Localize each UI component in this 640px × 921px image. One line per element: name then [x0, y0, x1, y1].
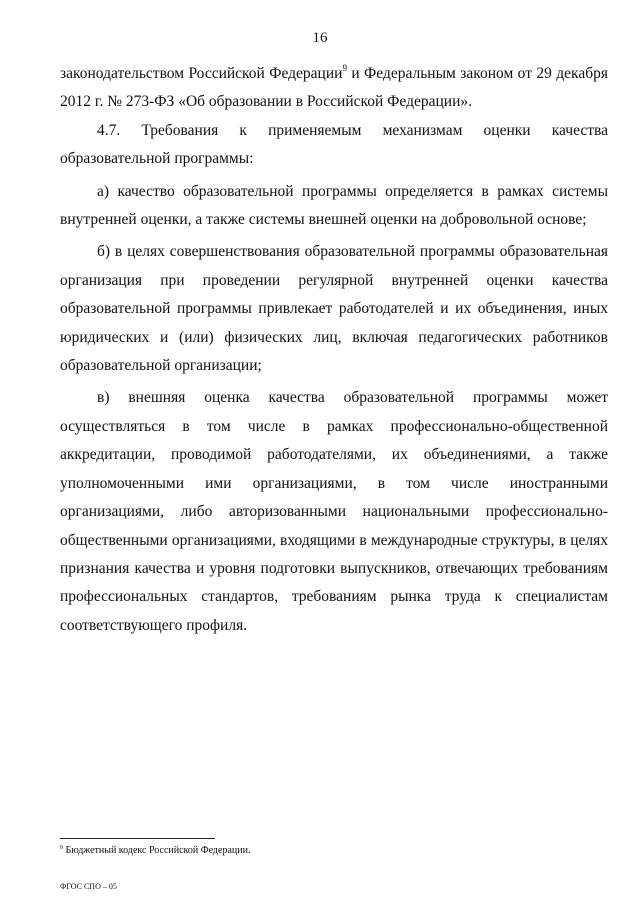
- document-code: ФГОС СПО – 05: [60, 882, 117, 891]
- paragraph-legislation-text: законодательством Российской Федерации: [60, 65, 343, 82]
- paragraph-legislation-text-continued: и Федеральным законом от 29 декабря 2012 г. № 273-ФЗ «Об образовании в Российской Федерации».: [60, 65, 608, 111]
- paragraph-section-4-7: 4.7. Требования к применяемым механизмам оценки качества образовательной программы:: [60, 121, 608, 168]
- document-body: [60, 60, 608, 640]
- paragraph-legislation: [60, 60, 608, 117]
- footnote-marker: 9: [60, 845, 63, 851]
- paragraph-item-b: б) в целях совершенствования образовательной программы образовательная организация при проведении регулярной внутренней оценки качества образовательной программы привлекает работодателей и их объединения, иных юридических и (или) физических лиц, включая педагогических работников образовательной организации;: [60, 243, 608, 375]
- footnote: [60, 845, 250, 856]
- paragraph-item-v: в) внешняя оценка качества образовательной программы может осуществляться в том числе в рамках профессионально-общественной аккредитации, проводимой работодателями, их объединениями, а также уполномоченными ими организациями, в том числе иностранными организациями, либо авторизованными национальными профессионально-общественными организациями, входящими в международные структуры, в целях признания качества и уровня подготовки выпускников, отвечающих требованиям профессиональных стандартов, требованиям рынка труда к специалистам соответствующего профиля.: [60, 389, 608, 634]
- footnote-reference: 9: [342, 63, 347, 73]
- footnote-text: Бюджетный кодекс Российской Федерации.: [63, 845, 251, 856]
- footnote-divider: [60, 838, 215, 839]
- paragraph-item-a: а) качество образовательной программы определяется в рамках системы внутренней оценки, а также системы внешней оценки на добровольной основе;: [60, 182, 608, 229]
- page-number: 16: [312, 30, 328, 46]
